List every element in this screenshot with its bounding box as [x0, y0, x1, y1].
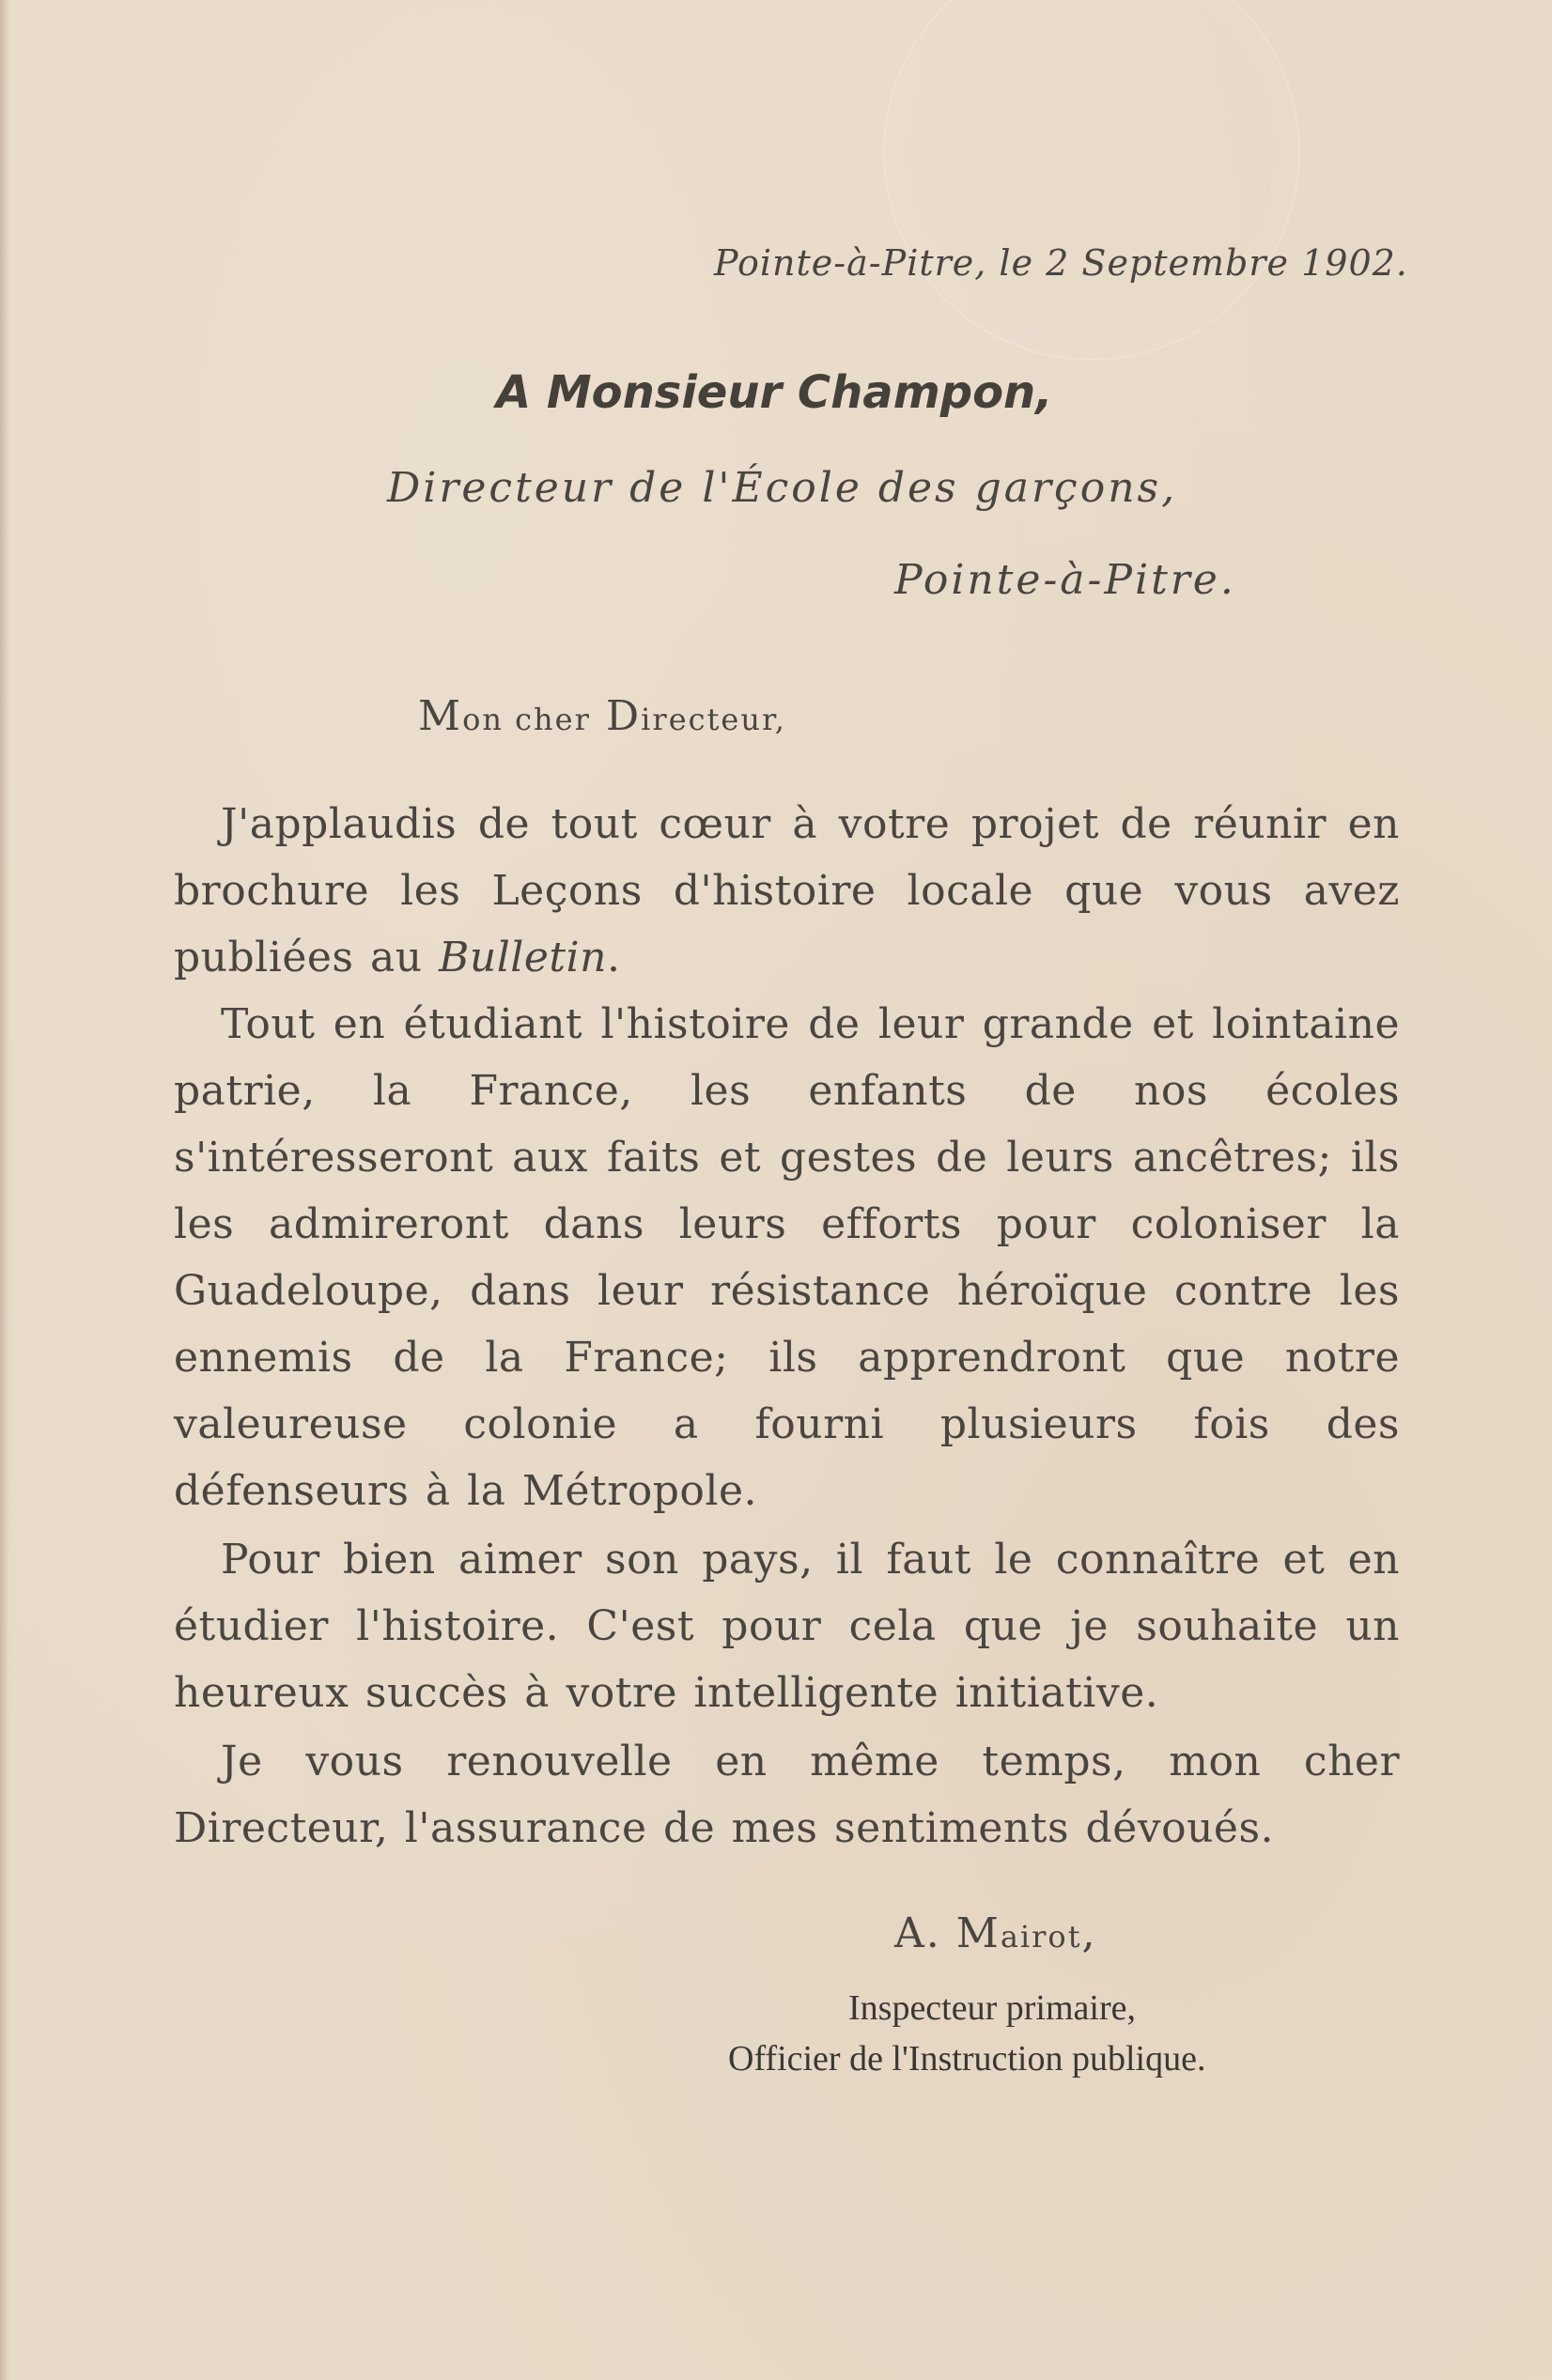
salutation-rest-1: on cher [462, 702, 591, 737]
signer-title-line-1: Inspecteur primaire, [848, 1988, 1136, 2028]
signer-name-rest: airot [1000, 1919, 1082, 1955]
page-edge-shadow [0, 0, 9, 2380]
dateline: Pointe-à-Pitre, le 2 Septembre 1902. [714, 242, 1408, 284]
paragraph-1-end: . [606, 934, 621, 981]
salutation [418, 692, 786, 740]
paragraph-4: Je vous renouvelle en même temps, mon cher Directeur, l'assurance de mes sentiments dévoués. [174, 1738, 1400, 1852]
signer-name-prefix: A. M [894, 1909, 1001, 1957]
signer-name-suffix: , [1081, 1909, 1097, 1957]
addressee-city: Pointe-à-Pitre. [894, 556, 1236, 604]
paragraph-1-text: J'applaudis de tout cœur à votre projet de réunir en brochure les Leçons d'histoire locale que vous avez publiées au [174, 800, 1400, 981]
addressee-title: A Monsieur Champon, [496, 366, 1053, 419]
paragraph-1 [174, 791, 1400, 991]
embossed-seal [883, 0, 1300, 361]
paragraph-1-publication: Bulletin [439, 934, 607, 981]
signer-title-line-2: Officier de l'Instruction publique. [728, 2039, 1206, 2079]
salutation-rest-2: irecteur, [641, 702, 786, 737]
paragraph-2: Tout en étudiant l'histoire de leur grande et lointaine patrie, la France, les enfants de nos écoles s'intéresseront aux faits et gestes de leurs ancêtres; ils les admireront dans leurs efforts pour coloniser la Guadeloupe, dans leur résistance héroïque contre les ennemis de la France; ils apprendront que notre valeureuse colonie a fourni plusieurs fois des défenseurs à la Métropole. [174, 1000, 1400, 1515]
signer-name [894, 1909, 1097, 1957]
paragraph-3: Pour bien aimer son pays, il faut le connaître et en étudier l'histoire. C'est pour cela que je souhaite un heureux succès à votre intelligente initiative. [174, 1536, 1400, 1717]
salutation-initial-2: D [605, 692, 642, 740]
salutation-initial-1: M [418, 692, 463, 740]
addressee-role: Directeur de l'École des garçons, [387, 464, 1178, 512]
